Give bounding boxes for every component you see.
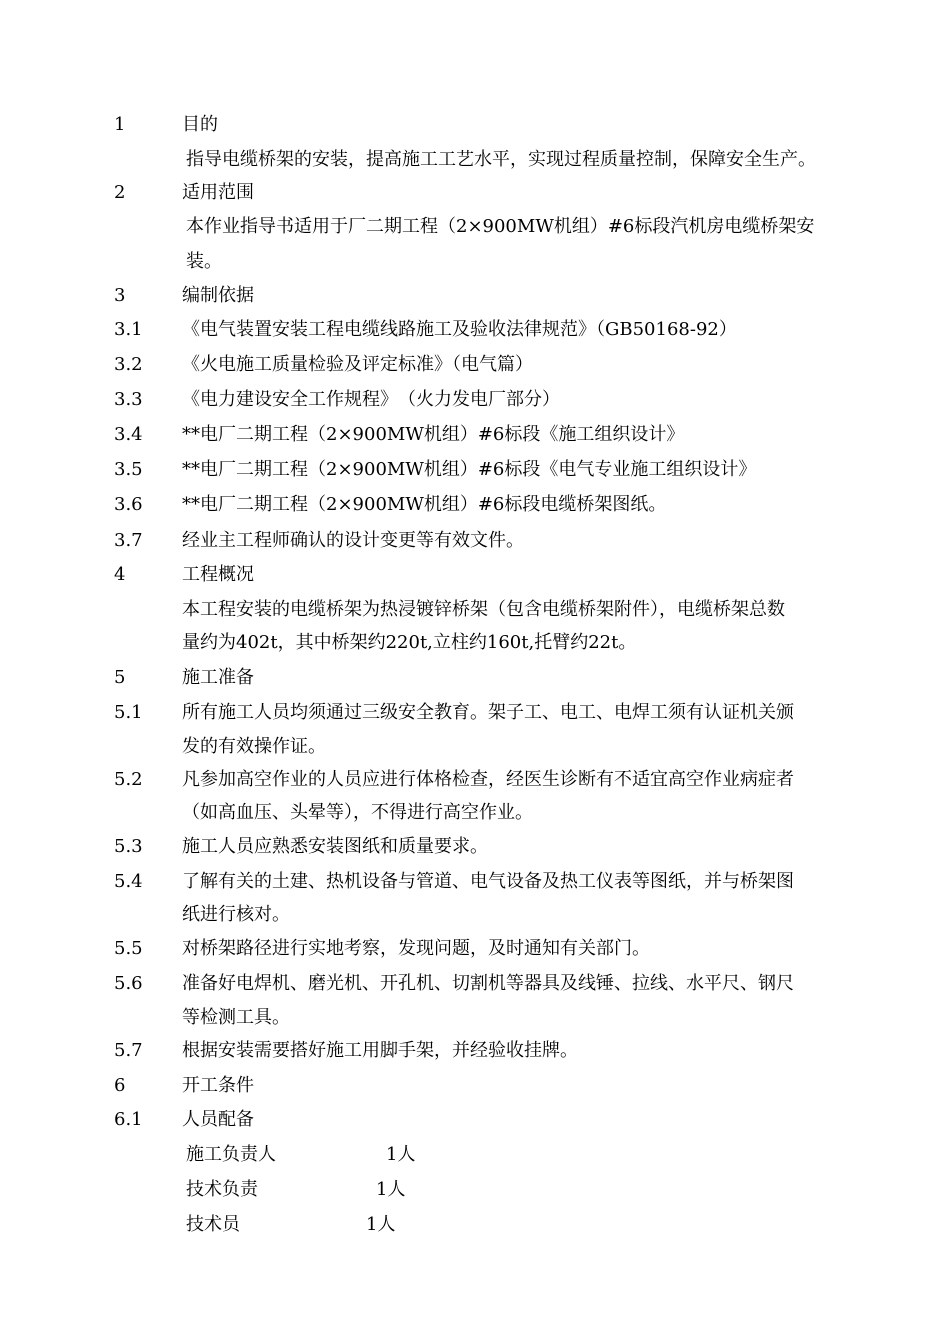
- item-number: 5.5: [114, 938, 143, 959]
- section-title: 适用范围: [182, 182, 254, 203]
- staff-role: 技术员: [186, 1214, 240, 1235]
- item-text: **电厂二期工程（2×900MW机组）#6标段《施工组织设计》: [182, 424, 685, 445]
- item-text: 对桥架路径进行实地考察，发现问题，及时通知有关部门。: [182, 938, 650, 959]
- subsection-heading: [0, 1105, 950, 1135]
- item-text: 施工人员应熟悉安装图纸和质量要求。: [182, 836, 488, 857]
- item-text: 《火电施工质量检验及评定标准》（电气篇）: [182, 354, 533, 375]
- item-text: **电厂二期工程（2×900MW机组）#6标段《电气专业施工组织设计》: [182, 459, 757, 480]
- paragraph-line: [0, 145, 950, 175]
- item-text: 了解有关的土建、热机设备与管道、电气设备及热工仪表等图纸，并与桥架图: [182, 871, 794, 892]
- paragraph-text: 本作业指导书适用于厂二期工程（2×900MW机组）#6标段汽机房电缆桥架安: [186, 216, 815, 237]
- section-heading: [0, 178, 950, 208]
- list-item: [0, 832, 950, 862]
- item-number: 3.3: [114, 389, 143, 410]
- item-text: 准备好电焊机、磨光机、开孔机、切割机等器具及线锤、拉线、水平尺、钢尺: [182, 973, 794, 994]
- list-item: [0, 934, 950, 964]
- section-heading: [0, 560, 950, 590]
- item-text: 《电力建设安全工作规程》 （火力发电厂部分）: [182, 389, 560, 410]
- item-text: **电厂二期工程（2×900MW机组）#6标段电缆桥架图纸。: [182, 494, 667, 515]
- staff-count: 1人: [376, 1179, 406, 1200]
- section-heading: [0, 1071, 950, 1101]
- section-heading: [0, 110, 950, 140]
- item-number: 5.4: [114, 871, 143, 892]
- section-title: 目的: [182, 114, 218, 135]
- item-text: 发的有效操作证。: [182, 736, 326, 757]
- section-number: 5: [114, 667, 126, 688]
- paragraph-text: 量约为402t，其中桥架约220t,立柱约160t,托臂约22t。: [182, 632, 637, 653]
- paragraph-text: 指导电缆桥架的安装，提高施工工艺水平，实现过程质量控制，保障安全生产。: [186, 149, 816, 170]
- list-item: [0, 385, 950, 415]
- list-item: [0, 455, 950, 485]
- paragraph-line: [0, 595, 950, 625]
- staff-role: 技术负责: [186, 1179, 258, 1200]
- list-item: [0, 420, 950, 450]
- section-title: 编制依据: [182, 285, 254, 306]
- item-text: 所有施工人员均须通过三级安全教育。架子工、电工、电焊工须有认证机关颁: [182, 702, 794, 723]
- paragraph-text: 装。: [186, 251, 222, 272]
- item-text: 经业主工程师确认的设计变更等有效文件。: [182, 530, 524, 551]
- list-item-continuation: [0, 900, 950, 930]
- item-number: 5.6: [114, 973, 143, 994]
- list-item: [0, 1036, 950, 1066]
- item-number: 3.6: [114, 494, 143, 515]
- item-text: 凡参加高空作业的人员应进行体格检查，经医生诊断有不适宜高空作业病症者: [182, 769, 794, 790]
- list-item: [0, 867, 950, 897]
- section-title: 开工条件: [182, 1075, 254, 1096]
- list-item: [0, 526, 950, 556]
- section-heading: [0, 663, 950, 693]
- item-text: 等检测工具。: [182, 1007, 290, 1028]
- section-number: 4: [114, 564, 126, 585]
- staff-count: 1人: [386, 1144, 416, 1165]
- list-item-continuation: [0, 798, 950, 828]
- item-number: 5.2: [114, 769, 143, 790]
- list-item-continuation: [0, 732, 950, 762]
- paragraph-line: [0, 628, 950, 658]
- item-number: 5.7: [114, 1040, 143, 1061]
- section-number: 1: [114, 114, 126, 135]
- section-title: 施工准备: [182, 667, 254, 688]
- item-number: 3.2: [114, 354, 143, 375]
- item-text: （如高血压、头晕等），不得进行高空作业。: [182, 802, 533, 823]
- item-number: 3.7: [114, 530, 143, 551]
- list-item: [0, 315, 950, 345]
- section-title: 工程概况: [182, 564, 254, 585]
- list-item: [0, 969, 950, 999]
- item-number: 3.5: [114, 459, 143, 480]
- subsection-number: 6.1: [114, 1109, 143, 1130]
- item-number: 3.4: [114, 424, 143, 445]
- list-item: [0, 490, 950, 520]
- paragraph-text: 本工程安装的电缆桥架为热浸镀锌桥架（包含电缆桥架附件），电缆桥架总数: [182, 599, 785, 620]
- list-item-continuation: [0, 1003, 950, 1033]
- list-item: [0, 350, 950, 380]
- staff-row: [0, 1140, 950, 1170]
- section-number: 3: [114, 285, 126, 306]
- section-number: 2: [114, 182, 126, 203]
- section-heading: [0, 281, 950, 311]
- section-number: 6: [114, 1075, 126, 1096]
- item-number: 3.1: [114, 319, 143, 340]
- item-number: 5.1: [114, 702, 143, 723]
- list-item: [0, 765, 950, 795]
- item-text: 纸进行核对。: [182, 904, 290, 925]
- item-number: 5.3: [114, 836, 143, 857]
- staff-row: [0, 1175, 950, 1205]
- paragraph-line: [0, 212, 950, 242]
- staff-role: 施工负责人: [186, 1144, 276, 1165]
- staff-row: [0, 1210, 950, 1240]
- item-text: 根据安装需要搭好施工用脚手架，并经验收挂牌。: [182, 1040, 578, 1061]
- list-item: [0, 698, 950, 728]
- subsection-title: 人员配备: [182, 1109, 254, 1130]
- staff-count: 1人: [366, 1214, 396, 1235]
- paragraph-line: [0, 247, 950, 277]
- item-text: 《电气装置安装工程电缆线路施工及验收法律规范》（GB50168-92）: [182, 319, 737, 340]
